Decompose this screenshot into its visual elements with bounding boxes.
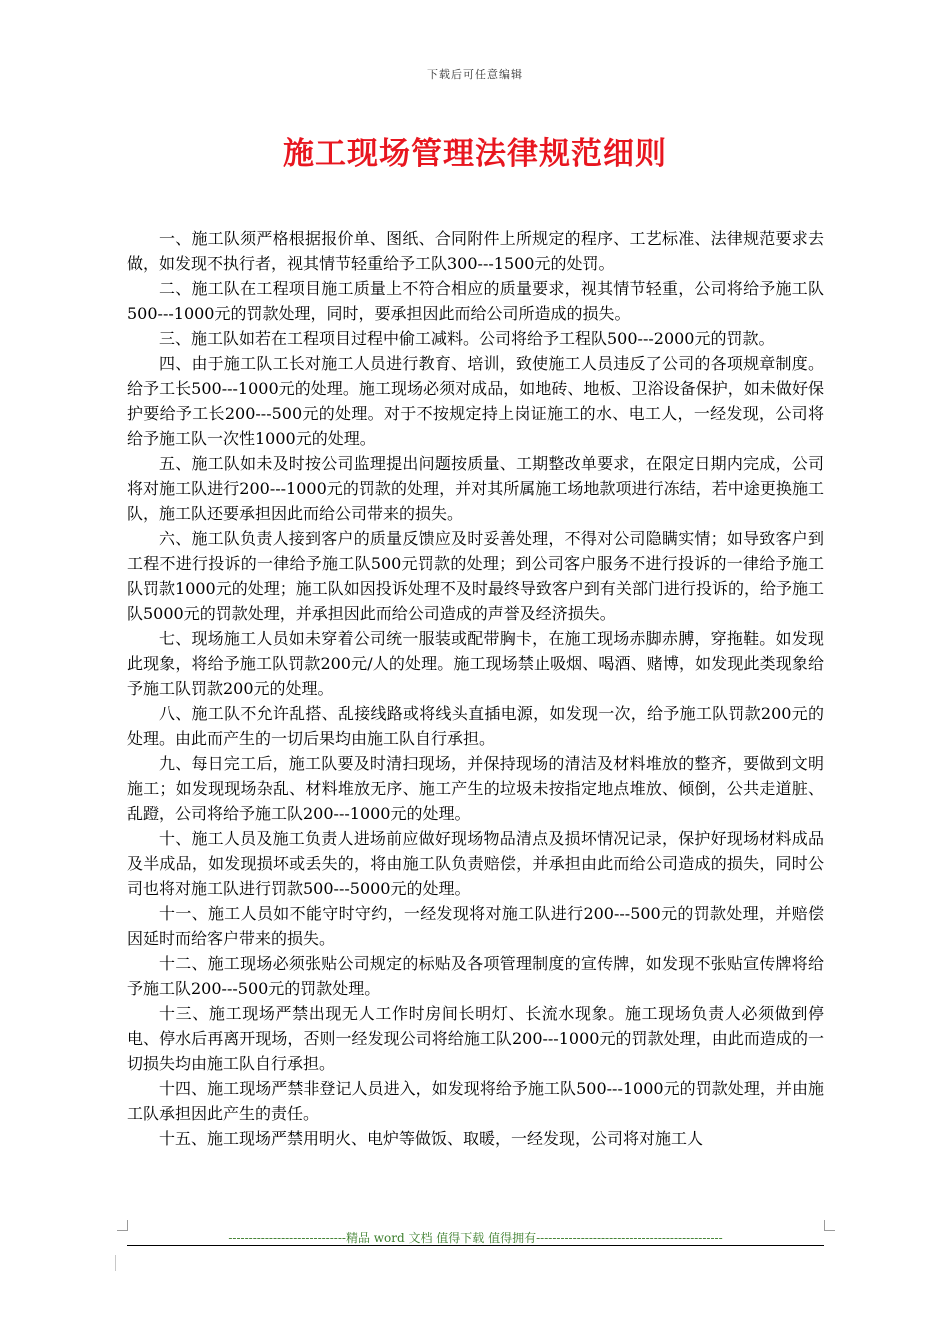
footer-divider <box>127 1245 824 1246</box>
paragraph-4: 四、由于施工队工长对施工人员进行教育、培训，致使施工人员违反了公司的各项规章制度。给予工长500---1000元的处理。施工现场必须对成品，如地砖、地板、卫浴设备保护，如未做好保护要给予工长200---500元的处理。对于不按规定持上岗证施工的水、电工人，一经发现，公司将给予施工队一次性1000元的处理。 <box>127 354 824 448</box>
footer-note: -----------------------------精品 word 文档 值得下载 值得拥有---------------------------------------------- <box>228 1231 723 1245</box>
margin-side-mark <box>115 1255 116 1271</box>
paragraph-1: 一、施工队须严格根据报价单、图纸、合同附件上所规定的程序、工艺标准、法律规范要求去做，如发现不执行者，视其情节轻重给予工队300---1500元的处罚。 <box>127 229 824 273</box>
margin-corner-mark-right <box>824 1220 835 1231</box>
paragraph-7: 七、现场施工人员如未穿着公司统一服装或配带胸卡，在施工现场赤脚赤膊，穿拖鞋。如发现此现象，将给予施工队罚款200元/人的处理。施工现场禁止吸烟、喝酒、赌博，如发现此类现象给予施工队罚款200元的处理。 <box>127 629 824 698</box>
paragraph-13: 十三、施工现场严禁出现无人工作时房间长明灯、长流水现象。施工现场负责人必须做到停电、停水后再离开现场，否则一经发现公司将给施工队200---1000元的罚款处理，由此而造成的一切损失均由施工队自行承担。 <box>127 1004 824 1073</box>
paragraph-3: 三、施工队如若在工程项目过程中偷工减料。公司将给予工程队500---2000元的罚款。 <box>159 329 775 348</box>
paragraph-15: 十五、施工现场严禁用明火、电炉等做饭、取暖，一经发现，公司将对施工人 <box>159 1129 704 1148</box>
paragraph-14: 十四、施工现场严禁非登记人员进入，如发现将给予施工队500---1000元的罚款处理，并由施工队承担因此产生的责任。 <box>127 1079 824 1123</box>
paragraph-8: 八、施工队不允许乱搭、乱接线路或将线头直插电源，如发现一次，给予施工队罚款200元的处理。由此而产生的一切后果均由施工队自行承担。 <box>127 704 824 748</box>
document-body <box>127 226 824 1151</box>
paragraph-11: 十一、施工人员如不能守时守约，一经发现将对施工队进行200---500元的罚款处理，并赔偿因延时而给客户带来的损失。 <box>127 904 824 948</box>
paragraph-10: 十、施工人员及施工负责人进场前应做好现场物品清点及损坏情况记录，保护好现场材料成品及半成品，如发现损坏或丢失的，将由施工队负责赔偿，并承担由此而给公司造成的损失，同时公司也将对施工队进行罚款500---5000元的处理。 <box>127 829 824 898</box>
paragraph-5: 五、施工队如未及时按公司监理提出问题按质量、工期整改单要求，在限定日期内完成，公司将对施工队进行200---1000元的罚款的处理，并对其所属施工场地款项进行冻结，若中途更换施工队，施工队还要承担因此而给公司带来的损失。 <box>127 454 824 523</box>
paragraph-12: 十二、施工现场必须张贴公司规定的标贴及各项管理制度的宣传牌，如发现不张贴宣传牌将给予施工队200---500元的罚款处理。 <box>127 954 824 998</box>
paragraph-2: 二、施工队在工程项目施工质量上不符合相应的质量要求，视其情节轻重，公司将给予施工队500---1000元的罚款处理，同时，要承担因此而给公司所造成的损失。 <box>127 279 824 323</box>
paragraph-6: 六、施工队负责人接到客户的质量反馈应及时妥善处理，不得对公司隐瞒实情；如导致客户到工程不进行投诉的一律给予施工队500元罚款的处理；到公司客户服务不进行投诉的一律给予施工队罚款1000元的处理；施工队如因投诉处理不及时最终导致客户到有关部门进行投诉的，给予施工队5000元的罚款处理，并承担因此而给公司造成的声誉及经济损失。 <box>127 529 824 623</box>
document-title: 施工现场管理法律规范细则 <box>283 136 667 172</box>
paragraph-9: 九、每日完工后，施工队要及时清扫现场，并保持现场的清洁及材料堆放的整齐，要做到文明施工；如发现现场杂乱、材料堆放无序、施工产生的垃圾未按指定地点堆放、倾倒，公共走道脏、乱蹬，公司将给予施工队200---1000元的处理。 <box>127 754 824 823</box>
header-note: 下载后可任意编辑 <box>427 68 523 81</box>
